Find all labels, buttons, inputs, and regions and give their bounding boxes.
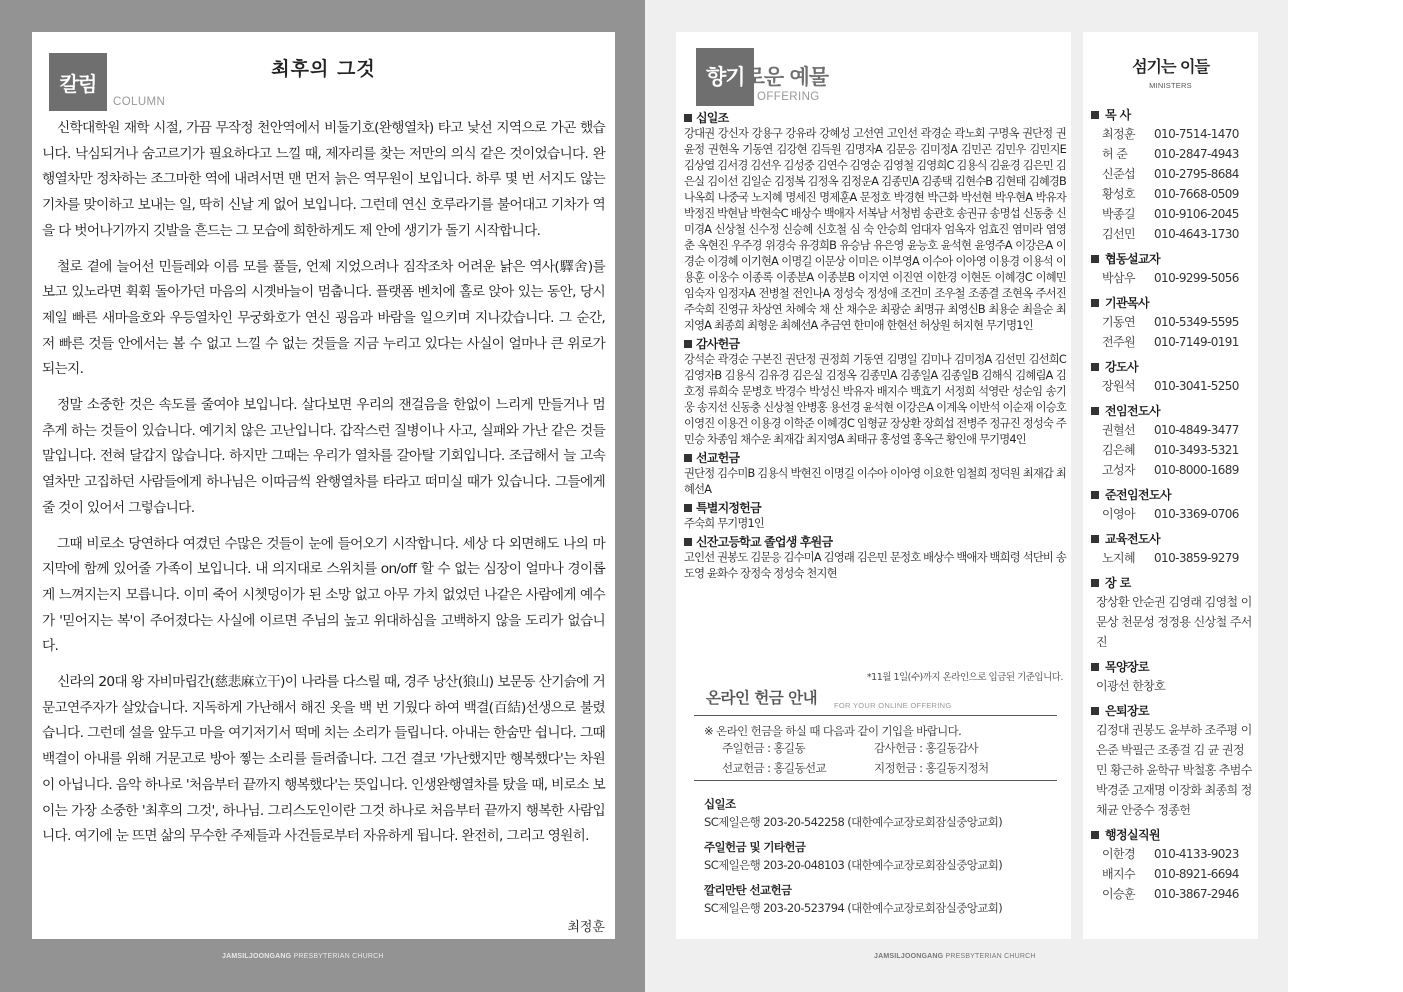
minister-name: 박종길 [1102,207,1135,221]
minister-row [1091,144,1254,164]
ministers-heading [1091,486,1254,504]
offering-names: 주숙희 무기명1인 [684,517,764,530]
example-cell: 감사헌금 : 홍길동감사 [874,741,978,755]
offering-heading-label: 선교헌금 [696,451,740,465]
ministers-section [1091,486,1254,524]
offering-section-alumni [684,534,1066,582]
minister-name: 이한경 [1102,847,1135,861]
ministers-title: 섬기는 이들 [1132,57,1209,76]
online-offering-title-english: FOR YOUR ONLINE OFFERING [834,701,952,710]
minister-name: 고성자 [1102,463,1135,477]
offering-heading-label: 신잔고등학교 졸업생 후원금 [696,535,833,549]
ministers-heading-label: 기관목사 [1105,296,1149,310]
offering-heading-label: 십일조 [696,111,729,125]
minister-name: 전주원 [1102,335,1135,349]
ministers-heading-label: 은퇴장로 [1105,704,1149,718]
elder-names: 이광선 한창호 [1096,679,1166,693]
bank-title: 십일조 [704,797,736,811]
ministers-heading-label: 목양장로 [1105,660,1149,674]
example-cell: 지정헌금 : 홍길동지정처 [874,760,989,775]
minister-phone: 010-9299-5056 [1154,271,1239,285]
bank-account-mission [704,881,1002,917]
minister-name: 신준섭 [1102,167,1135,181]
offering-names: 강대권 강신자 강용구 강유라 강혜성 고선연 고인선 곽경순 곽노회 구명옥 권단정 권윤정 권현옥 기동연 김강현 김득원 김명자A 김문응 김미정A 김민곤 김민우 김민지E 김상열 김서경 김선우 김성중 김연수 김영순 김영철 김영희C 김용식 김윤경 김은민 김은실 김이선 김일순 김정복 김정옥 김정운A 김종민A 김종택 김현수B 김현태 김혜경B 나옥희 나중국 노지혜 명세진 명제훈A 문정호 박경현 박근화 박선현 박우현A 박유자 박정진 박현남 박현숙C 배상수 백애자 서복남 서청범 송관호 송권규 송명섭 신동충 신미경A 신상철 신수정 신승혜 신호철 심 숙 안승희 엄대자 엄옥자 엄효진 염미라 염영춘 옥현진 우주경 위경숙 유경희B 유승남 유은영 윤능호 윤석현 윤영주A 이강은A 이경순 이경혜 이기현A 이명길 이문상 이미은 이부영A 이수아 이아영 이용경 이용석 이용훈 이웅수 이종록 이종분A 이종분B 이지연 이진연 이한경 이현돈 이혜경C 이혜민 임숙자 임정자A 전병철 전인나A 정성숙 정성애 조건미 조우철 조종결 조현옥 주서진 주숙희 진영규 차상연 차혜숙 채 산 채수운 최광순 최명규 최영신B 최용순 최을순 최지영A 최종희 최형운 최혜선A 추금연 한미애 한현선 허상원 허지현 무기명1인 [684,127,1066,332]
minister-phone: 010-2847-4943 [1154,147,1239,161]
footer-left [222,953,384,960]
square-bullet-icon [684,114,692,122]
minister-row [1091,376,1254,396]
square-bullet-icon [1091,299,1099,307]
ministers-section [1091,294,1254,352]
minister-row [1091,844,1254,864]
minister-row [1091,548,1254,568]
minister-row [1091,332,1254,352]
online-offering-examples [722,739,988,778]
offering-names: 고인선 권봉도 김문응 김수미A 김영래 김은민 문정호 배상수 백애자 백희령 석단비 송도영 윤화수 장정숙 정성숙 천지현 [684,551,1066,580]
bank-account: SC제일은행 203-20-523794 (대한예수교장로회잠실중앙교회) [704,901,1003,915]
footer-church-rest: PRESBYTERIAN CHURCH [943,953,1036,960]
offering-panel [676,32,1071,939]
minister-row [1091,184,1254,204]
offering-heading-label: 특별지정헌금 [696,501,761,515]
offering-section-tithe [684,110,1066,334]
column-paragraph: 그때 비로소 당연하다 여겼던 수많은 것들이 눈에 들어오기 시작합니다. 세상 다 외면해도 나의 마지막에 함께 있어줄 가족이 보입니다. 내 의지대로 스위치를 on/off 할 수 없는 심장이 얼마나 경이롭게 느껴지는지 모릅니다. 이미 죽어 시쳇덩이가 된 소망 없고 아무 가치 없었던 나같은 사람에게 예수가 '믿어지는 복'이 주어졌다는 사실에 이르면 주님의 높고 위대하심을 고백하지 않을 도리가 없습니다. [42,535,605,655]
minister-phone: 010-5349-5595 [1154,315,1239,329]
offering-note: *11월 1일(수)까지 온라인으로 입금된 기준입니다. [866,672,1063,683]
footer-right [874,953,1036,960]
minister-name: 이영아 [1102,507,1135,521]
bank-account-general [704,838,1002,874]
elder-names: 장상환 안순권 김영래 김영철 이문상 천문성 정정용 신상철 주서진 [1096,595,1252,649]
ministers-heading [1091,826,1254,844]
example-row [722,739,988,759]
minister-row [1091,864,1254,884]
minister-row [1091,420,1254,440]
square-bullet-icon [1091,707,1099,715]
offering-section-mission [684,450,1066,498]
ministers-heading-label: 목 사 [1105,108,1131,122]
bank-title: 주일헌금 및 기타헌금 [704,840,806,854]
minister-row [1091,504,1254,524]
offering-heading [684,450,1066,466]
column-paragraph: 정말 소중한 것은 속도를 줄여야 보입니다. 살다보면 우리의 잰걸음을 한없이 느리게 만들거나 멈추게 하는 것들이 있습니다. 예기치 않은 고난입니다. 갑작스런 질병이나 사고, 실패와 가난 같은 것들 말입니다. 전혀 달갑지 않습니다. 하지만 그때는 우리가 열차를 갈아탈 기회입니다. 조급해서 늘 고속열차만 고집하던 사람들에게 하나님은 이따금씩 완행열차를 타라고 떠미실 때가 있습니다. 그들에게 줄 것이 있어서 그렇습니다. [42,397,605,516]
minister-name: 장원석 [1102,379,1135,393]
ministers-heading-label: 전임전도사 [1105,404,1160,418]
minister-row [1091,312,1254,332]
minister-name: 허 준 [1102,147,1128,161]
ministers-heading [1091,402,1254,420]
minister-phone: 010-4643-1730 [1154,227,1239,241]
bank-title: 깔리만탄 선교헌금 [704,883,792,897]
column-paragraph: 신라의 20대 왕 자비마립간(慈悲麻立干)이 나라를 다스릴 때, 경주 낭산(狼山) 보문동 산기슭에 거문고연주자가 살았습니다. 지독하게 가난해서 해진 옷을 백 번 기웠다 하여 백결(百結)선생으로 불렸습니다. 그런데 설을 앞두고 마을 여기저기서 떡메 치는 소리가 들립니다. 아내는 한숨만 쉽니다. 그때 백결이 아내를 위해 거문고로 방아 찧는 소리를 들려줍니다. 그건 결코 '가난했지만 행복했다'는 차원이 아닙니다. 음악 하나로 '처음부터 끝까지 행복했다'는 뜻입니다. 인생완행열차를 탔을 때, 비로소 보이는 가장 소중한 '최후의 그것', 하나님. 그리스도인이란 그것 하나로 처음부터 끝까지 행복한 사람입니다. 여기에 눈 뜨면 삶의 무수한 주제들과 사건들로부터 자유하게 됩니다. 완전히, 그리고 영원히. [42,674,605,845]
minister-phone: 010-2795-8684 [1154,167,1239,181]
square-bullet-icon [1091,535,1099,543]
ministers-section [1091,574,1254,652]
square-bullet-icon [684,454,692,462]
elder-names: 김정대 권봉도 윤부하 조주평 이은준 박필근 조종걸 김 균 권정민 황근하 윤학규 박철홍 추범수 박경준 고재명 이장화 최종희 정채균 안중수 정종헌 [1096,723,1252,817]
column-author: 최정훈 [567,920,605,935]
square-bullet-icon [684,538,692,546]
ministers-heading [1091,294,1254,312]
offering-title-english: OFFERING [757,91,820,103]
divider [694,780,1057,781]
divider [694,715,1057,716]
offering-heading [684,336,1066,352]
square-bullet-icon [1091,663,1099,671]
ministers-heading-label: 협동설교자 [1105,252,1160,266]
square-bullet-icon [1091,363,1099,371]
minister-name: 권혈선 [1102,423,1135,437]
column-body [42,116,605,860]
minister-name: 이승훈 [1102,887,1135,901]
minister-name: 배지수 [1102,867,1135,881]
ministers-heading [1091,530,1254,548]
footer-church-rest: PRESBYTERIAN CHURCH [291,953,384,960]
ministers-panel [1083,32,1258,939]
minister-row [1091,224,1254,244]
minister-phone: 010-9106-2045 [1154,207,1239,221]
minister-name: 박삼우 [1102,271,1135,285]
ministers-heading [1091,106,1254,124]
square-bullet-icon [1091,255,1099,263]
minister-phone: 010-7668-0509 [1154,187,1239,201]
offering-title-part2: 로운 예물 [744,65,829,89]
ministers-heading-label: 교육전도사 [1105,532,1160,546]
square-bullet-icon [1091,579,1099,587]
ministers-section [1091,658,1254,696]
ministers-heading [1091,574,1254,592]
bank-account: SC제일은행 203-20-048103 (대한예수교장로회잠실중앙교회) [704,858,1003,872]
minister-phone: 010-3369-0706 [1154,507,1239,521]
minister-name: 노지혜 [1102,551,1135,565]
minister-row [1091,460,1254,480]
square-bullet-icon [684,340,692,348]
column-paragraph: 철로 곁에 늘어선 민들레와 이름 모를 풀들, 언제 지었으려나 짐작조차 어려운 낡은 역사(驛舍)를 보고 있노라면 휙휙 돌아가던 마음의 시곗바늘이 멈춥니다. 플랫폼 벤치에 홀로 앉아 있는 동안, 당시 제일 빠른 새마을호와 우등열차인 무궁화호가 연신 굉음과 바람을 일으키며 지나갔습니다. 그 순간, 저 빠른 것들 안에서는 볼 수 없고 느낄 수 없는 것들을 지금 누리고 있다는 사실이 얼마나 큰 위로가 되는지. [42,258,605,378]
ministers-heading [1091,250,1254,268]
ministers-title-english: MINISTERS [1149,81,1192,90]
minister-phone: 010-3493-5321 [1154,443,1239,457]
ministers-list [1091,106,1254,910]
minister-name: 김선민 [1102,227,1135,241]
column-badge: 칼럼 [49,53,107,111]
minister-row [1091,204,1254,224]
bank-account: SC제일은행 203-20-542258 (대한예수교장로회잠실중앙교회) [704,815,1003,829]
footer-church-bold: JAMSILJOONGANG [874,953,944,960]
offering-title-part1: 향기 [706,65,745,89]
minister-name: 최정훈 [1102,127,1135,141]
offering-list [684,110,1066,584]
offering-names: 권단정 김수미B 김용식 박현진 이명길 이수아 이아영 이요한 임철희 정덕원 최재갑 최혜선A [684,467,1066,496]
ministers-heading-label: 강도사 [1105,360,1138,374]
ministers-heading-label: 장 로 [1105,576,1131,590]
offering-heading [684,110,1066,126]
minister-name: 기동연 [1102,315,1135,329]
minister-row [1091,164,1254,184]
offering-section-thanks [684,336,1066,448]
minister-row [1091,268,1254,288]
minister-name: 황성호 [1102,187,1135,201]
minister-phone: 010-3859-9279 [1154,551,1239,565]
minister-phone: 010-3867-2946 [1154,887,1239,901]
minister-phone: 010-8921-6694 [1154,867,1239,881]
ministers-section [1091,106,1254,244]
minister-phone: 010-8000-1689 [1154,463,1239,477]
column-paragraph: 신학대학원 재학 시절, 가끔 무작정 천안역에서 비둘기호(완행열차) 타고 낯선 지역으로 가곤 했습니다. 낙심되거나 숨고르기가 필요하다고 느낄 때, 제자리를 찾는 저만의 의식 같은 것이었습니다. 완행열차만 정차하는 조그마한 역에 내려서면 맨 먼저 늙은 역무원이 보입니다. 하루 몇 번 서지도 않는 기차를 맞이하고 보내는 일, 딱히 신날 게 없어 보입니다. 그런데 연신 호루라기를 불어대고 기차가 역을 다 벗어나기까지 깃발을 흔드는 그 모습에 희한하게도 제 안에 생기가 돌기 시작합니다. [42,120,605,239]
online-offering-info: ※ 온라인 헌금을 하실 때 다음과 같이 기입을 바랍니다. [704,724,962,738]
offering-title [706,61,828,91]
square-bullet-icon [1091,831,1099,839]
minister-row [1091,124,1254,144]
example-row [722,759,988,779]
bank-account-tithe [704,795,1002,831]
minister-row [1091,884,1254,904]
footer-church-bold: JAMSILJOONGANG [222,953,292,960]
ministers-section [1091,250,1254,288]
ministers-heading-label: 행정실직원 [1105,828,1160,842]
minister-row [1091,440,1254,460]
page-margin [1288,0,1403,992]
ministers-heading [1091,658,1254,676]
minister-phone: 010-4849-3477 [1154,423,1239,437]
square-bullet-icon [684,504,692,512]
column-panel [32,32,615,939]
ministers-heading [1091,702,1254,720]
ministers-section [1091,402,1254,480]
ministers-heading [1091,358,1254,376]
minister-phone: 010-7514-1470 [1154,127,1239,141]
ministers-section [1091,702,1254,820]
column-title: 최후의 그것 [271,58,376,80]
square-bullet-icon [1091,491,1099,499]
offering-heading [684,500,1066,516]
minister-name: 김은혜 [1102,443,1135,457]
offering-heading [684,534,1066,550]
offering-section-special [684,500,1066,532]
square-bullet-icon [1091,111,1099,119]
square-bullet-icon [1091,407,1099,415]
minister-phone: 010-3041-5250 [1154,379,1239,393]
offering-heading-label: 감사헌금 [696,337,740,351]
example-cell: 선교헌금 : 홍길동선교 [722,760,826,775]
ministers-section [1091,826,1254,904]
example-cell: 주일헌금 : 홍길동 [722,741,805,755]
online-offering-title: 온라인 헌금 안내 [706,689,818,707]
offering-names: 강석순 곽경순 구본진 권단정 권정희 기동연 김명일 김미나 김미정A 김선민 김선희C 김영자B 김용식 김유경 김은실 김정옥 김종민A 김종일A 김종일B 김해식 김혜림A 김호정 류희숙 문병호 박경수 박성신 박유자 배지수 백효기 서정희 석영란 성순임 송기웅 송지선 신동충 신상철 안병홍 용선경 윤석현 이강은A 이계옥 이반석 이순재 이승호 이영진 이용건 이용경 이학준 이혜경C 임형균 장상환 장희섭 전병주 정규진 정성숙 주민승 차종임 채수운 최재갑 최지영A 최태규 홍성열 홍옥근 황인애 무기명4인 [684,353,1066,446]
column-badge-english: COLUMN [113,96,166,108]
ministers-section [1091,358,1254,396]
ministers-heading-label: 준전임전도사 [1105,488,1171,502]
ministers-section [1091,530,1254,568]
minister-phone: 010-7149-0191 [1154,335,1239,349]
minister-phone: 010-4133-9023 [1154,847,1239,861]
